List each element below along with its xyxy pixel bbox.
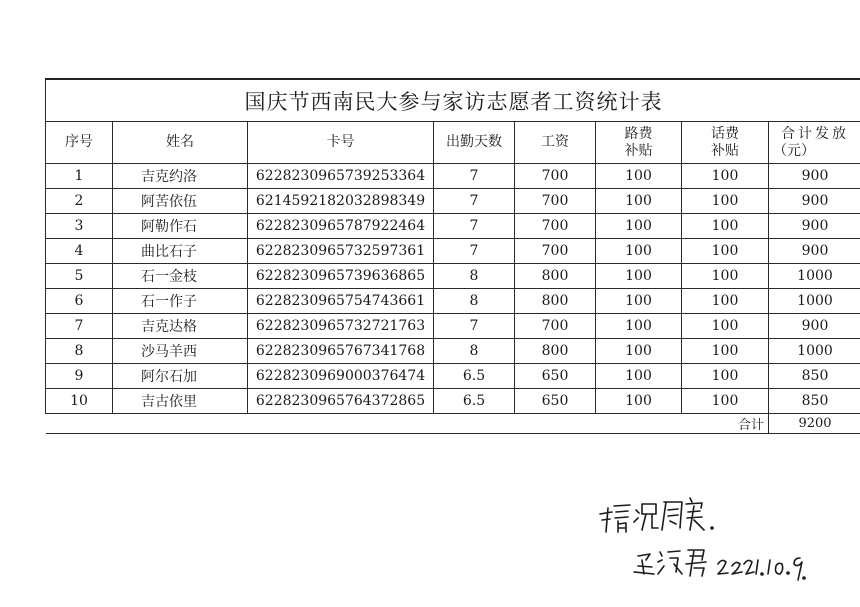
cell-phone: 100 (682, 314, 769, 339)
header-total-line2: （元） (773, 142, 815, 159)
cell-travel: 100 (596, 389, 682, 414)
cell-name: 曲比石子 (113, 239, 248, 264)
cell-wage: 700 (515, 164, 596, 189)
cell-card: 6228230965754743661 (248, 289, 434, 314)
cell-wage: 800 (515, 289, 596, 314)
cell-total: 1000 (769, 339, 860, 364)
cell-phone: 100 (682, 339, 769, 364)
cell-days: 7 (434, 239, 515, 264)
cell-card: 6214592182032898349 (248, 189, 434, 214)
cell-index: 7 (46, 314, 113, 339)
cell-card: 6228230965739636865 (248, 264, 434, 289)
cell-card: 6228230965767341768 (248, 339, 434, 364)
cell-wage: 650 (515, 364, 596, 389)
cell-card: 6228230965732597361 (248, 239, 434, 264)
header-wage: 工资 (515, 122, 596, 164)
handwritten-signature (590, 488, 820, 588)
cell-travel: 100 (596, 164, 682, 189)
cell-days: 6.5 (434, 364, 515, 389)
wage-table (45, 78, 860, 434)
table-row (46, 164, 860, 189)
header-row (46, 122, 860, 164)
cell-total: 900 (769, 164, 860, 189)
cell-days: 7 (434, 164, 515, 189)
cell-phone: 100 (682, 264, 769, 289)
cell-total: 900 (769, 214, 860, 239)
summary-row (46, 414, 860, 434)
cell-index: 4 (46, 239, 113, 264)
header-travel-line2: 补贴 (624, 142, 653, 159)
cell-wage: 700 (515, 189, 596, 214)
table-row (46, 264, 860, 289)
cell-total: 850 (769, 364, 860, 389)
cell-card: 6228230965787922464 (248, 214, 434, 239)
cell-index: 8 (46, 339, 113, 364)
cell-travel: 100 (596, 314, 682, 339)
cell-wage: 700 (515, 314, 596, 339)
table-body (46, 164, 860, 414)
cell-name: 阿尔石加 (113, 364, 248, 389)
cell-travel: 100 (596, 189, 682, 214)
cell-wage: 800 (515, 339, 596, 364)
cell-total: 900 (769, 189, 860, 214)
table-row (46, 339, 860, 364)
cell-total: 1000 (769, 264, 860, 289)
cell-name: 石一作子 (113, 289, 248, 314)
cell-days: 8 (434, 339, 515, 364)
cell-phone: 100 (682, 289, 769, 314)
cell-wage: 700 (515, 214, 596, 239)
header-total (769, 122, 860, 164)
header-travel-line1: 路费 (624, 125, 653, 142)
cell-total: 1000 (769, 289, 860, 314)
summary-label: 合计 (46, 414, 769, 434)
header-total-line1: 合计发放 (781, 125, 849, 142)
cell-index: 5 (46, 264, 113, 289)
cell-days: 8 (434, 289, 515, 314)
header-name: 姓名 (113, 122, 248, 164)
table-row (46, 364, 860, 389)
cell-travel: 100 (596, 289, 682, 314)
table-row (46, 239, 860, 264)
header-card: 卡号 (248, 122, 434, 164)
signature-image (590, 488, 820, 588)
header-phone-line1: 话费 (711, 125, 739, 142)
cell-name: 石一金枝 (113, 264, 248, 289)
cell-index: 9 (46, 364, 113, 389)
cell-phone: 100 (682, 189, 769, 214)
cell-index: 2 (46, 189, 113, 214)
cell-name: 吉古依里 (113, 389, 248, 414)
cell-days: 6.5 (434, 389, 515, 414)
cell-phone: 100 (682, 364, 769, 389)
cell-travel: 100 (596, 364, 682, 389)
cell-phone: 100 (682, 214, 769, 239)
cell-phone: 100 (682, 164, 769, 189)
header-index: 序号 (46, 122, 113, 164)
cell-days: 8 (434, 264, 515, 289)
table-row (46, 189, 860, 214)
cell-phone: 100 (682, 389, 769, 414)
cell-days: 7 (434, 214, 515, 239)
table-row (46, 314, 860, 339)
table-row (46, 389, 860, 414)
cell-travel: 100 (596, 239, 682, 264)
cell-days: 7 (434, 314, 515, 339)
cell-name: 吉克约洛 (113, 164, 248, 189)
cell-card: 6228230965732721763 (248, 314, 434, 339)
cell-total: 900 (769, 239, 860, 264)
cell-travel: 100 (596, 264, 682, 289)
cell-total: 900 (769, 314, 860, 339)
cell-card: 6228230965739253364 (248, 164, 434, 189)
cell-index: 1 (46, 164, 113, 189)
cell-days: 7 (434, 189, 515, 214)
cell-name: 吉克达格 (113, 314, 248, 339)
cell-total: 850 (769, 389, 860, 414)
header-phone (682, 122, 769, 164)
cell-travel: 100 (596, 339, 682, 364)
summary-value: 9200 (769, 414, 860, 434)
cell-name: 阿勒作石 (113, 214, 248, 239)
cell-name: 沙马羊西 (113, 339, 248, 364)
table-row (46, 214, 860, 239)
cell-index: 3 (46, 214, 113, 239)
cell-card: 6228230969000376474 (248, 364, 434, 389)
header-days: 出勤天数 (434, 122, 515, 164)
table-title: 国庆节西南民大参与家访志愿者工资统计表 (46, 79, 860, 122)
cell-wage: 800 (515, 264, 596, 289)
cell-wage: 650 (515, 389, 596, 414)
cell-phone: 100 (682, 239, 769, 264)
header-phone-line2: 补贴 (711, 142, 739, 159)
cell-travel: 100 (596, 214, 682, 239)
cell-card: 6228230965764372865 (248, 389, 434, 414)
table-row (46, 289, 860, 314)
cell-index: 6 (46, 289, 113, 314)
cell-wage: 700 (515, 239, 596, 264)
cell-name: 阿苦依伍 (113, 189, 248, 214)
title-row (46, 79, 860, 122)
cell-index: 10 (46, 389, 113, 414)
header-travel (596, 122, 682, 164)
